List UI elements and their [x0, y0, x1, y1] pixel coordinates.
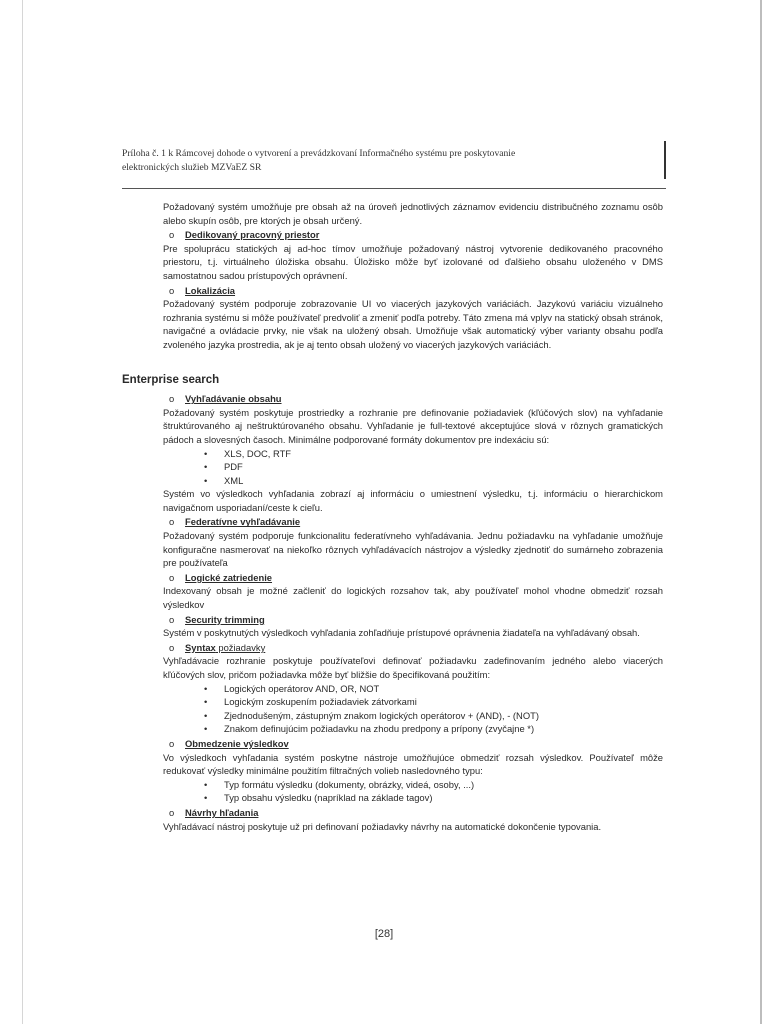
scan-edge-right [760, 0, 762, 1024]
bullet-marker [169, 613, 174, 627]
limits-paragraph: Vo výsledkoch vyhľadania systém poskytne nástroje umožňujúce obmedziť rozsah výsledkov. Používateľ môže redukovať výsledky minimálne použitím filtračných volieb nasledovného typu: [163, 751, 663, 777]
list-item: • Logickým zoskupením požiadaviek zátvorkami [204, 695, 663, 709]
subheading-label: Logické zatriedenie [185, 571, 273, 583]
list-item: • Typ formátu výsledku (dokumenty, obrázky, videá, osoby, ...) [204, 778, 663, 792]
subheading-federated [185, 515, 663, 529]
bullet-marker [169, 571, 174, 585]
intro-paragraph: Požadovaný systém umožňuje pre obsah až na úroveň jednotlivých záznamov evidenciu distribučného zoznamu osôb alebo skupín osôb, pre ktorých je obsah určený. [163, 201, 663, 226]
bullet-marker [169, 806, 174, 820]
localization-paragraph: Požadovaný systém podporuje zobrazovanie UI vo viacerých jazykových variáciách. Jazykovú variáciu vizuálneho rozhrania systému si môže používateľ predvoliť a zmeniť podľa potreby. Táto zmena má vplyv na statický obsah stránok, navigačné a ovládacie prvky, nie však na uložený obsah. Umožňuje však automatický výber varianty obsahu podľa zvoleného jazyka prostredia, ak je aj tento obsah uložený vo viacerých jazykových variáciách. [163, 298, 663, 350]
syntax-list [163, 682, 663, 736]
subheading-security [185, 613, 663, 627]
subheading-label: Návrhy hľadania [185, 806, 259, 818]
formats-list [163, 447, 663, 488]
subheading-label: Lokalizácia [185, 284, 236, 296]
workspace-paragraph: Pre spoluprácu statických aj ad-hoc tímov umožňuje požadovaný nástroj vytvorenie dedikovaného pracovného priestoru, t.j. virtuálneho úložiska obsahu. Úložisko môže byť izolované od ďalšieho obsahu uloženého v DMS samostatnou sadou prístupových oprávnení. [163, 242, 663, 281]
bullet-marker [169, 284, 174, 298]
list-item: • XML [204, 474, 663, 488]
subheading-logical [185, 571, 663, 585]
subheading-workspace [185, 228, 663, 242]
bullet-marker [169, 641, 174, 655]
subheading-content-search [185, 392, 663, 406]
federated-paragraph: Požadovaný systém podporuje funkcionalitu federatívneho vyhľadávania. Jednu požiadavku na vyhľadanie umožňuje konfiguračne nasmerovať na niekoľko rôznych vyhľadávacích nástrojov a výsledky zjednotiť do sumárneho zobrazenia pre používateľa [163, 530, 663, 569]
subheading-limits [185, 737, 663, 751]
subheading-label-rest: požiadavky [215, 641, 266, 653]
section-title-enterprise-search: Enterprise search [122, 373, 220, 386]
header-side-bar [664, 141, 666, 179]
subheading-label: Vyhľadávanie obsahu [185, 393, 282, 405]
list-item: • XLS, DOC, RTF [204, 447, 663, 461]
security-paragraph: Systém v poskytnutých výsledkoch vyhľadania zohľadňuje prístupové oprávnenia žiadateľa na vyhľadávaný obsah. [163, 627, 640, 639]
subheading-label: Security trimming [185, 613, 265, 625]
page-number: [28] [374, 928, 394, 940]
list-item: • Typ obsahu výsledku (napríklad na základe tagov) [204, 791, 663, 805]
header-line-1: Príloha č. 1 k Rámcovej dohode o vytvorení a prevádzkovaní Informačného systému pre poskytovanie [122, 148, 516, 159]
subheading-label: Syntax [185, 641, 216, 653]
subheading-suggestions [185, 806, 663, 820]
page-content [122, 200, 663, 833]
limits-list [163, 778, 663, 805]
page-header [122, 147, 652, 175]
scan-edge-left [22, 0, 23, 1024]
syntax-paragraph: Vyhľadávacie rozhranie poskytuje používateľovi definovať požiadavku zadefinovaním jedného alebo viacerých kľúčových slov, pričom požiadavka môže byť bližšie do špecifikovaná použitím: [163, 655, 663, 680]
content-search-after-paragraph: Systém vo výsledkoch vyhľadania zobrazí aj informáciu o umiestnení výsledku, t.j. informáciu o hierarchickom navigačnom usporiadaní/ceste k cieľu. [163, 488, 663, 513]
bullet-marker [169, 228, 174, 242]
list-item: • Znakom definujúcim požiadavku na zhodu predpony a prípony (zvyčajne *) [204, 722, 663, 736]
list-item: • Zjednodušeným, zástupným znakom logických operátorov + (AND), - (NOT) [204, 709, 663, 723]
list-item: • PDF [204, 460, 663, 474]
subheading-localization [185, 284, 663, 298]
list-item: • Logických operátorov AND, OR, NOT [204, 682, 663, 696]
subheading-label: Federatívne vyhľadávanie [185, 516, 301, 528]
header-line-2: elektronických služieb MZVaEZ SR [122, 162, 262, 173]
subheading-label: Obmedzenie výsledkov [185, 737, 289, 749]
bullet-marker [169, 737, 174, 751]
suggestions-paragraph: Vyhľadávací nástroj poskytuje už pri definovaní požiadavky návrhy na automatické dokončenie typovania. [163, 820, 602, 832]
subheading-syntax [185, 641, 663, 655]
header-rule [122, 188, 666, 189]
subheading-label: Dedikovaný pracovný priestor [185, 229, 320, 241]
bullet-marker [169, 515, 174, 529]
logical-paragraph: Indexovaný obsah je možné začleniť do logických rozsahov tak, aby používateľ mohol vhodne obmedziť rozsah výsledkov [163, 585, 663, 611]
bullet-marker [169, 392, 174, 406]
content-search-paragraph: Požadovaný systém poskytuje prostriedky a rozhranie pre definovanie požiadaviek (kľúčových slov) na vyhľadanie štruktúrovaného aj neštruktúrovaného obsahu. Vyhľadanie je full-textové akceptujúce slová v rôznych gramatických pádoch a slovesných časoch. Minimálne podporované formáty dokumentov pre indexáciu sú: [163, 406, 663, 445]
